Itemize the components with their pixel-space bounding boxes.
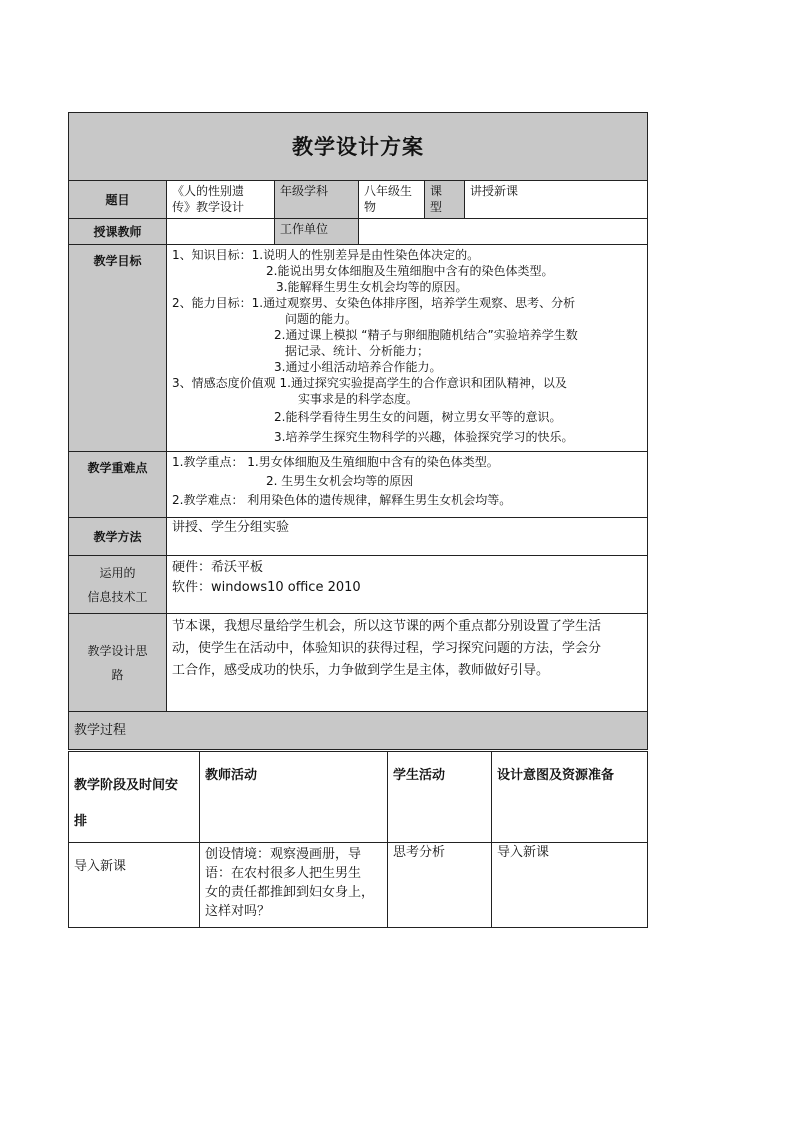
hardware-text: 硬件：希沃平板 (172, 560, 264, 575)
goal-line: 3.通过小组活动培养合作能力。 (274, 360, 442, 374)
student-activity-cell: 思考分析 (388, 843, 492, 928)
design-thought-label: 教学设计思 路 (69, 614, 167, 712)
teacher-label: 授课教师 (69, 219, 167, 245)
page-title: 教学设计方案 (69, 113, 648, 181)
goal-line: 据记录、统计、分析能力； (285, 344, 430, 358)
goals-content (167, 245, 648, 452)
course-type-label: 课 型 (425, 181, 465, 219)
work-unit-value (359, 219, 648, 245)
goal-line: 2.通过课上模拟 “精子与卵细胞随机结合”实验培养学生数 (274, 328, 578, 342)
work-unit-label: 工作单位 (275, 219, 359, 245)
col-stage-header: 教学阶段及时间安 排 (69, 752, 200, 843)
lesson-plan-table (68, 112, 648, 750)
stage-cell: 导入新课 (69, 843, 200, 928)
design-thought-text: 节本课，我想尽量给学生机会，所以这节课的两个重点都分别设置了学生活 动，使学生在活动中，体验知识的获得过程，学习探究问题的方法，学会分 工合作，感受成功的快乐，力争做到学生是主体，教师做好引导。 (167, 614, 648, 712)
goal-line: 2、能力目标：1.通过观察男、女染色体排序图，培养学生观察、思考、分析 (172, 296, 576, 310)
goal-line: 实事求是的科学态度。 (298, 392, 419, 406)
teacher-value (167, 219, 275, 245)
key-point-line: 1.教学重点： 1.男女体细胞及生殖细胞中含有的染色体类型。 (172, 455, 499, 469)
key-points-content (167, 452, 648, 518)
col-intent-header: 设计意图及资源准备 (492, 752, 648, 843)
key-point-line: 2. 生男生女机会均等的原因 (266, 474, 414, 488)
process-table (68, 751, 648, 928)
course-type-value: 讲授新课 (465, 181, 648, 219)
goal-line: 2.能科学看待生男生女的问题，树立男女平等的意识。 (274, 410, 562, 424)
key-points-label: 教学重难点 (69, 452, 167, 518)
intent-cell: 导入新课 (492, 843, 648, 928)
it-tools-content (167, 556, 648, 614)
method-label: 教学方法 (69, 518, 167, 556)
method-value: 讲授、学生分组实验 (167, 518, 648, 556)
col-student-header: 学生活动 (388, 752, 492, 843)
grade-subject-label: 年级学科 (275, 181, 359, 219)
process-label: 教学过程 (69, 712, 648, 750)
col-teacher-header: 教师活动 (200, 752, 388, 843)
grade-value: 八年级生 物 (359, 181, 425, 219)
goal-line: 3.培养学生探究生物科学的兴趣，体验探究学习的快乐。 (274, 430, 574, 444)
it-tools-label: 运用的 信息技术工 (69, 556, 167, 614)
goal-line: 问题的能力。 (285, 312, 358, 326)
software-text: 软件：windows10 office 2010 (172, 580, 361, 595)
goals-label: 教学目标 (69, 245, 167, 452)
topic-value: 《人的性别遗 传》教学设计 (167, 181, 275, 219)
goal-line: 3.能解释生男生女机会均等的原因。 (276, 280, 468, 294)
topic-label: 题目 (69, 181, 167, 219)
key-point-line: 2.教学难点： 利用染色体的遗传规律，解释生男生女机会均等。 (172, 493, 512, 507)
teacher-activity-cell: 创设情境：观察漫画册，导 语：在农村很多人把生男生 女的责任都推卸到妇女身上， 这样对吗？ (200, 843, 388, 928)
goal-line: 3、情感态度价值观 1.通过探究实验提高学生的合作意识和团队精神，以及 (172, 376, 567, 390)
goal-line: 1、知识目标：1.说明人的性别差异是由性染色体决定的。 (172, 248, 480, 262)
goal-line: 2.能说出男女体细胞及生殖细胞中含有的染色体类型。 (266, 264, 554, 278)
